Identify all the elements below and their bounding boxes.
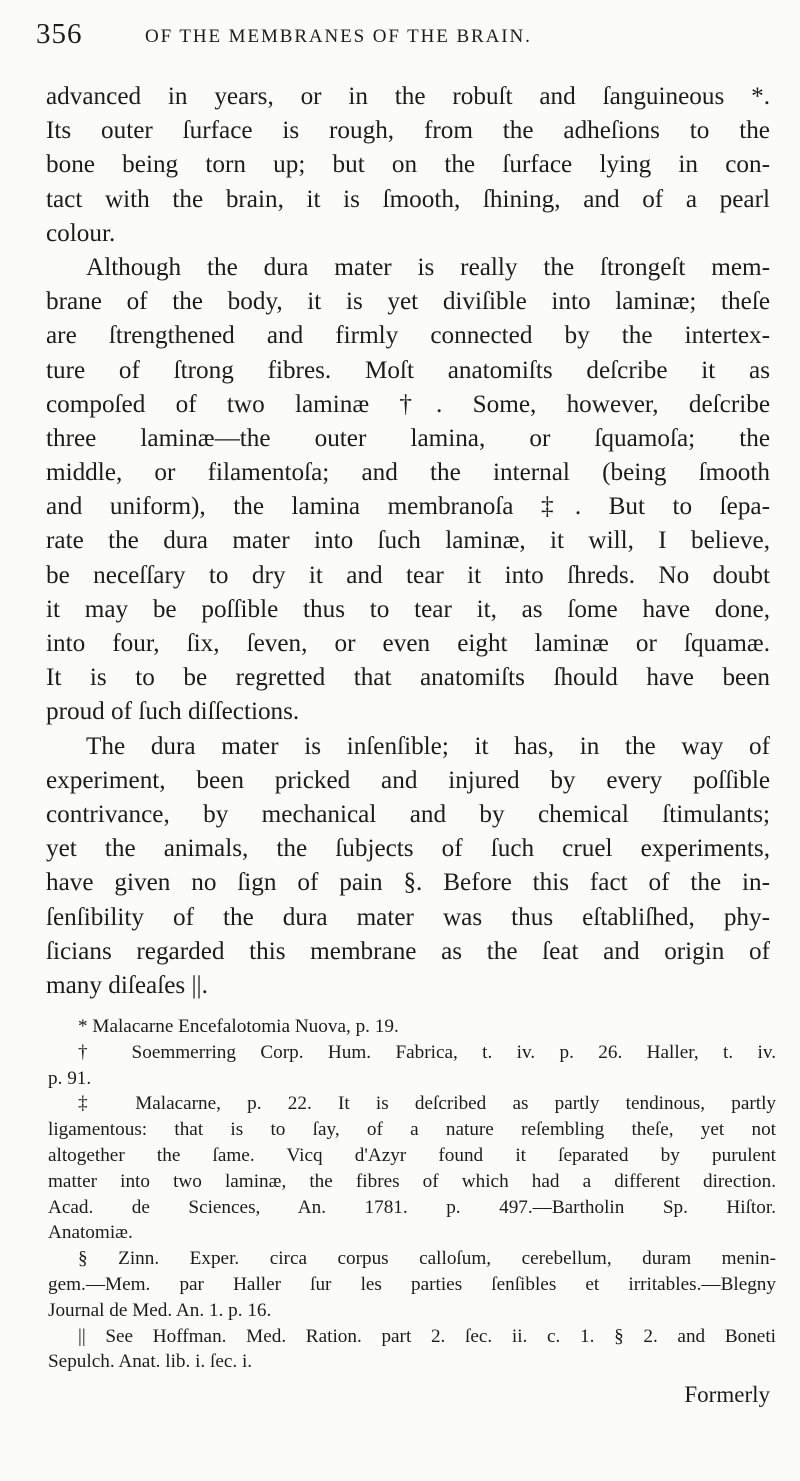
body-line: are ſtrengthened and firmly connected by the intertex- — [46, 322, 770, 350]
footnote-line: * Malacarne Encefalotomia Nuova, p. 19. — [78, 1016, 399, 1037]
body-line: have given no ſign of pain §. Before this fact of the in- — [46, 869, 770, 897]
footnote-line: Anatomiæ. — [48, 1222, 133, 1244]
body-text — [46, 80, 770, 1003]
footnote-line: † Soemmerring Corp. Hum. Fabrica, t. iv. p. 26. Haller, t. iv. — [78, 1041, 776, 1063]
body-line: into four, ſix, ſeven, or even eight laminæ or ſquamæ. — [46, 630, 770, 657]
body-line: it may be poſſible thus to tear it, as ſome have done, — [46, 595, 770, 623]
body-line: middle, or filamentoſa; and the internal (being ſmooth — [46, 459, 770, 487]
body-line: contrivance, by mechanical and by chemical ſtimulants; — [46, 800, 770, 828]
body-line: It is to be regretted that anatomiſts ſhould have been — [46, 664, 770, 692]
body-line: rate the dura mater into ſuch laminæ, it will, I believe, — [46, 527, 770, 555]
body-line: many diſeaſes ||. — [46, 971, 208, 999]
footnote-line: Sepulch. Anat. lib. i. ſec. i. — [48, 1351, 253, 1373]
body-line: be neceſſary to dry it and tear it into ſhreds. No doubt — [46, 561, 770, 589]
body-line: ſicians regarded this membrane as the ſeat and origin of — [46, 937, 770, 965]
body-line: advanced in years, or in the robuſt and ſanguineous *. — [46, 83, 770, 110]
footnote-line: altogether the ſame. Vicq d'Azyr found it ſeparated by purulent — [48, 1144, 776, 1166]
footnote-line: matter into two laminæ, the fibres of which had a different direction. — [48, 1170, 776, 1192]
body-line: yet the animals, the ſubjects of ſuch cruel experiments, — [46, 835, 770, 863]
footnotes — [48, 1014, 776, 1375]
page-number: 356 — [36, 18, 83, 50]
catchword: Formerly — [684, 1382, 770, 1407]
body-line: experiment, been pricked and injured by every poſſible — [46, 766, 770, 794]
footnote-line: § Zinn. Exper. circa corpus calloſum, cerebellum, duram menin- — [78, 1248, 776, 1270]
body-line: compoſed of two laminæ †. Some, however, deſcribe — [46, 390, 770, 418]
body-line: tact with the brain, it is ſmooth, ſhining, and of a pearl — [46, 185, 770, 213]
footnote-line: ligamentous: that is to ſay, of a nature reſembling theſe, yet not — [48, 1119, 776, 1141]
body-line: ſenſibility of the dura mater was thus eſtabliſhed, phy- — [46, 903, 770, 931]
footnote-line: gem.—Mem. par Haller ſur les parties ſenſibles et irritables.—Blegny — [48, 1273, 776, 1295]
body-line: brane of the body, it is yet diviſible into laminæ; theſe — [46, 288, 770, 316]
body-line: bone being torn up; but on the ſurface lying in con- — [46, 151, 770, 179]
body-line: Its outer ſurface is rough, from the adheſions to the — [46, 117, 770, 145]
body-line: colour. — [46, 219, 116, 247]
footnote-line: Acad. de Sciences, An. 1781. p. 497.—Bartholin Sp. Hiſtor. — [48, 1196, 776, 1218]
body-line: and uniform), the lamina membranoſa ‡. But to ſepa- — [46, 493, 770, 521]
body-line: ture of ſtrong fibres. Moſt anatomiſts deſcribe it as — [46, 356, 770, 384]
body-line: The dura mater is inſenſible; it has, in the way of — [86, 732, 770, 760]
body-line: three laminæ—the outer lamina, or ſquamoſa; the — [46, 424, 770, 452]
page-header — [36, 18, 776, 70]
footnote-line: ‡ Malacarne, p. 22. It is deſcribed as partly tendinous, partly — [78, 1093, 776, 1115]
body-line: proud of ſuch diſſections. — [46, 698, 300, 726]
footnote-line: p. 91. — [48, 1067, 92, 1089]
running-head: OF THE MEMBRANES OF THE BRAIN. — [145, 26, 532, 47]
footnote-line: || See Hoffman. Med. Ration. part 2. ſec. ii. c. 1. § 2. and Boneti — [78, 1325, 776, 1347]
footnote-line: Journal de Med. An. 1. p. 16. — [48, 1299, 272, 1321]
body-line: Although the dura mater is really the ſtrongeſt mem- — [86, 253, 770, 281]
